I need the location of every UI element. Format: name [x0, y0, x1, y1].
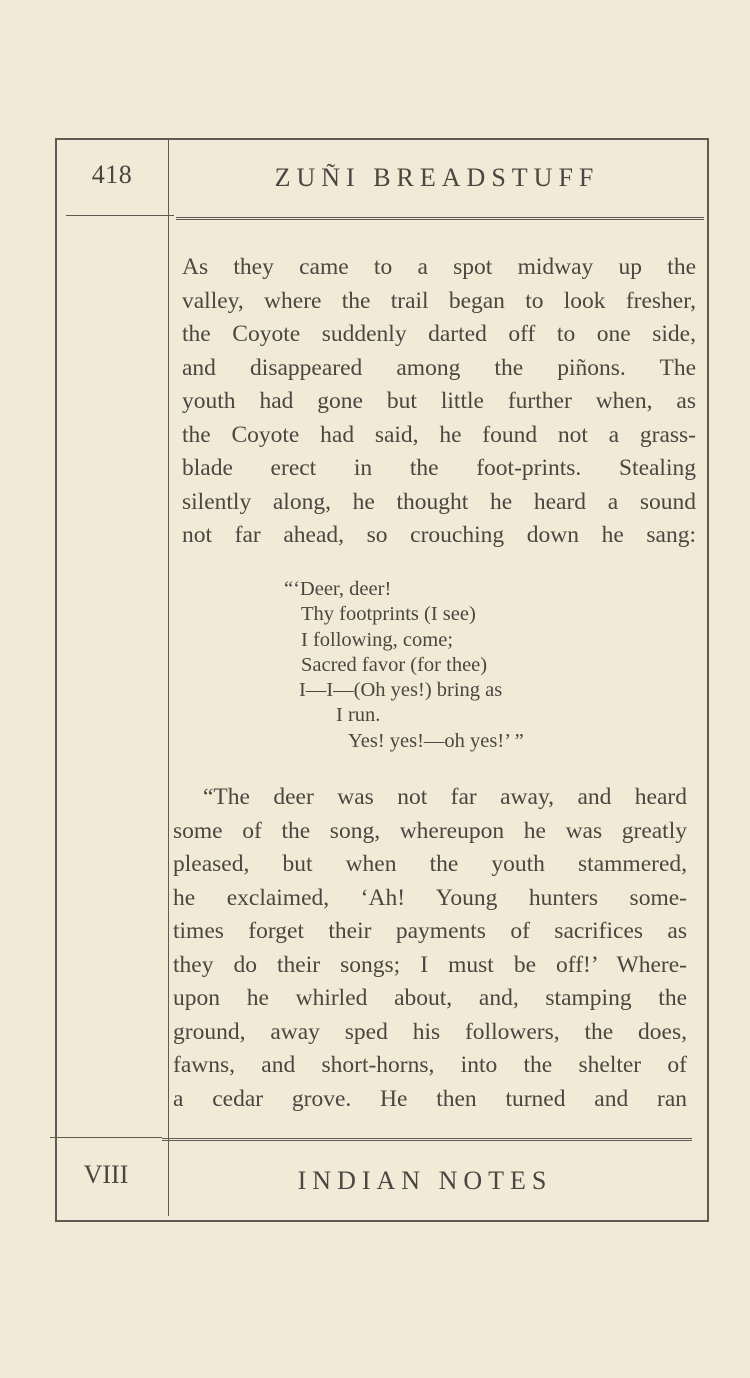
text-line: As they came to a spot midway up the	[182, 254, 696, 280]
volume-number: VIII	[83, 1160, 129, 1189]
text-line: the Coyote suddenly darted off to one side,	[182, 321, 696, 347]
verse-line: I—I—(Oh yes!) bring as	[299, 679, 503, 702]
text-line: some of the song, whereupon he was greatly	[173, 817, 687, 844]
text-line: a cedar grove. He then turned and ran	[173, 1085, 687, 1112]
paragraph-1	[182, 251, 696, 553]
text-line: blade erect in the foot-prints. Stealing	[182, 455, 696, 481]
text-line: ground, away sped his followers, the does,	[173, 1018, 687, 1045]
header-rule	[176, 217, 704, 220]
verse-line: Thy footprints (I see)	[301, 603, 476, 626]
text-line: times forget their payments of sacrifices as	[173, 918, 687, 944]
verse-line: I run.	[336, 704, 381, 727]
series-title: INDIAN NOTES	[297, 1166, 553, 1195]
text-line: they do their songs; I must be off!’ Where-	[173, 951, 687, 978]
text-line: pleased, but when the youth stammered,	[173, 851, 687, 877]
verse-line: Sacred favor (for thee)	[301, 653, 488, 676]
text-line: “The deer was not far away, and heard	[203, 784, 687, 810]
verse-line: Yes! yes!—oh yes!’ ”	[348, 729, 524, 752]
song-verse	[284, 577, 524, 754]
margin-rule	[168, 140, 169, 1216]
text-line: the Coyote had said, he found not a grass-	[182, 421, 696, 448]
text-line: and disappeared among the piñons. The	[182, 354, 696, 381]
text-line: he exclaimed, ‘Ah! Young hunters some-	[173, 884, 687, 911]
text-line: valley, where the trail began to look fresher,	[182, 287, 696, 314]
footer-rule	[162, 1138, 692, 1141]
footer-rule-left	[50, 1137, 162, 1138]
verse-line: “‘Deer, deer!	[284, 578, 392, 600]
header-rule-left	[66, 215, 174, 216]
text-line: silently along, he thought he heard a sound	[182, 488, 696, 515]
text-line: youth had gone but little further when, as	[182, 388, 696, 414]
running-title: ZUÑI BREADSTUFF	[274, 163, 600, 192]
page-number: 418	[91, 160, 133, 189]
paragraph-2	[173, 781, 687, 1116]
text-line: not far ahead, so crouching down he sang:	[182, 522, 696, 548]
verse-line: I following, come;	[301, 628, 454, 651]
text-line: upon he whirled about, and, stamping the	[173, 985, 687, 1011]
text-line: fawns, and short-horns, into the shelter of	[173, 1052, 687, 1078]
